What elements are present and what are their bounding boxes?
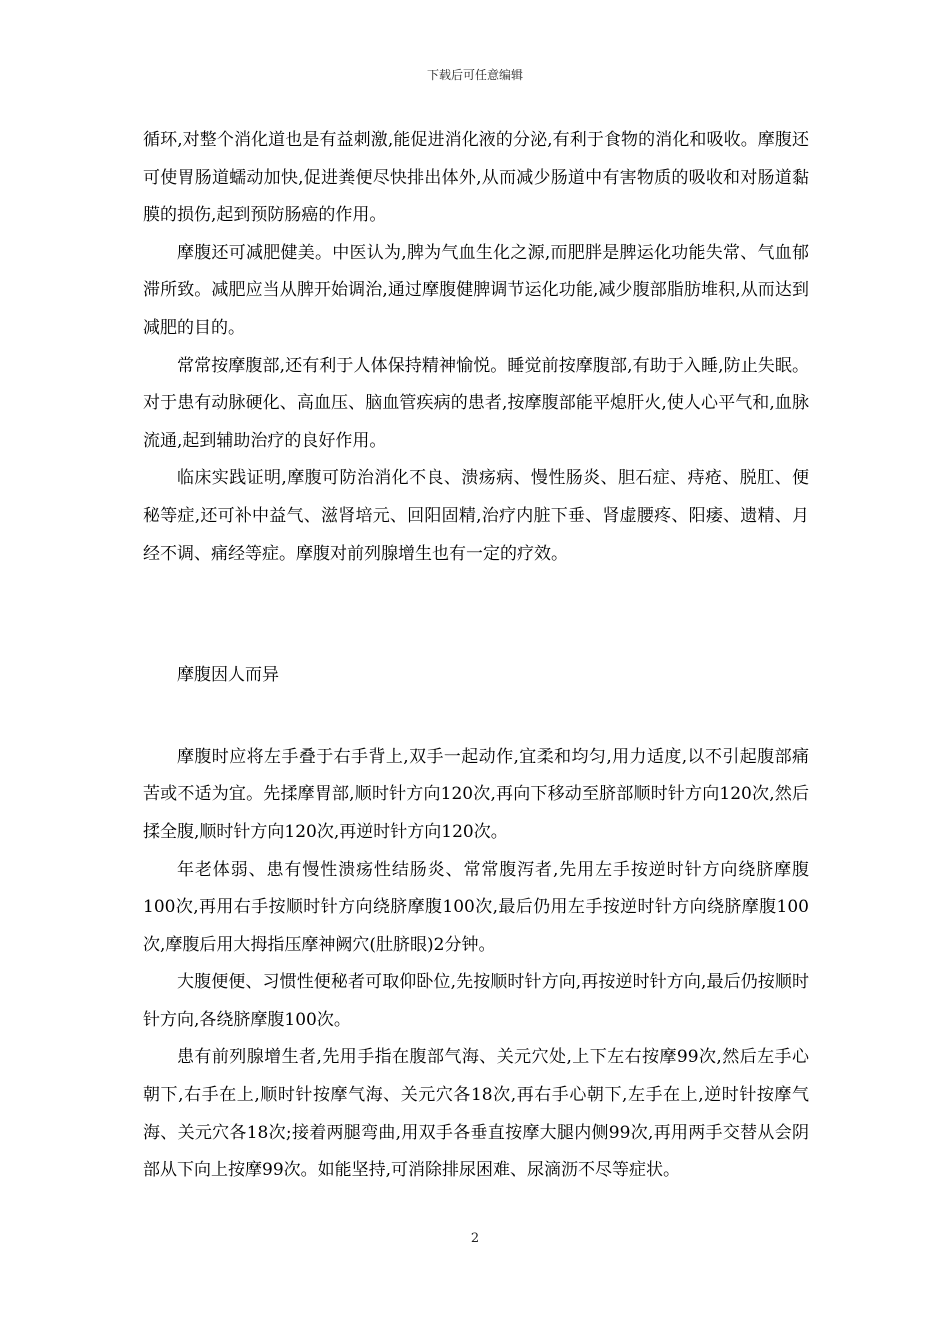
spacer xyxy=(143,695,809,739)
paragraph: 患有前列腺增生者,先用手指在腹部气海、关元穴处,上下左右按摩99次,然后左手心朝下,右手在上,顺时针按摩气海、关元穴各18次,再右手心朝下,左手在上,逆时针按摩气海、关元穴各18次;接着两腿弯曲,用双手各垂直按摩大腿内侧99次,再用两手交替从会阴部从下向上按摩99次。如能坚持,可消除排尿困难、尿滴沥不尽等症状。 xyxy=(143,1047,809,1181)
paragraph: 循环,对整个消化道也是有益刺激,能促进消化液的分泌,有利于食物的消化和吸收。摩腹还可使胃肠道蠕动加快,促进粪便尽快排出体外,从而减少肠道中有害物质的吸收和对肠道黏膜的损伤,起到预防肠癌的作用。 xyxy=(143,130,809,226)
paragraph: 摩腹时应将左手叠于右手背上,双手一起动作,宜柔和均匀,用力适度,以不引起腹部痛苦或不适为宜。先揉摩胃部,顺时针方向120次,再向下移动至脐部顺时针方向120次,然后揉全腹,顺时针方向120次,再逆时针方向120次。 xyxy=(143,746,809,842)
page-header: 下载后可任意编辑 xyxy=(426,68,523,82)
paragraph: 摩腹还可减肥健美。中医认为,脾为气血生化之源,而肥胖是脾运化功能失常、气血郁滞所致。减肥应当从脾开始调治,通过摩腹健脾调节运化功能,减少腹部脂肪堆积,从而达到减肥的目的。 xyxy=(143,242,809,338)
document-body xyxy=(143,122,809,1190)
spacer xyxy=(143,573,809,657)
section-title: 摩腹因人而异 xyxy=(177,665,279,686)
paragraph: 临床实践证明,摩腹可防治消化不良、溃疡病、慢性肠炎、胆石症、痔疮、脱肛、便秘等症,还可补中益气、滋肾培元、回阳固精,治疗内脏下垂、肾虚腰疼、阳痿、遗精、月经不调、痛经等症。摩腹对前列腺增生也有一定的疗效。 xyxy=(143,468,809,564)
page-number: 2 xyxy=(470,1231,480,1246)
paragraph: 年老体弱、患有慢性溃疡性结肠炎、常常腹泻者,先用左手按逆时针方向绕脐摩腹100次,再用右手按顺时针方向绕脐摩腹100次,最后仍用左手按逆时针方向绕脐摩腹100次,摩腹后用大拇指压摩神阙穴(肚脐眼)2分钟。 xyxy=(143,859,809,955)
paragraph: 常常按摩腹部,还有利于人体保持精神愉悦。睡觉前按摩腹部,有助于入睡,防止失眠。对于患有动脉硬化、高血压、脑血管疾病的患者,按摩腹部能平熄肝火,使人心平气和,血脉流通,起到辅助治疗的良好作用。 xyxy=(143,355,809,451)
paragraph: 大腹便便、习惯性便秘者可取仰卧位,先按顺时针方向,再按逆时针方向,最后仍按顺时针方向,各绕脐摩腹100次。 xyxy=(143,972,809,1030)
